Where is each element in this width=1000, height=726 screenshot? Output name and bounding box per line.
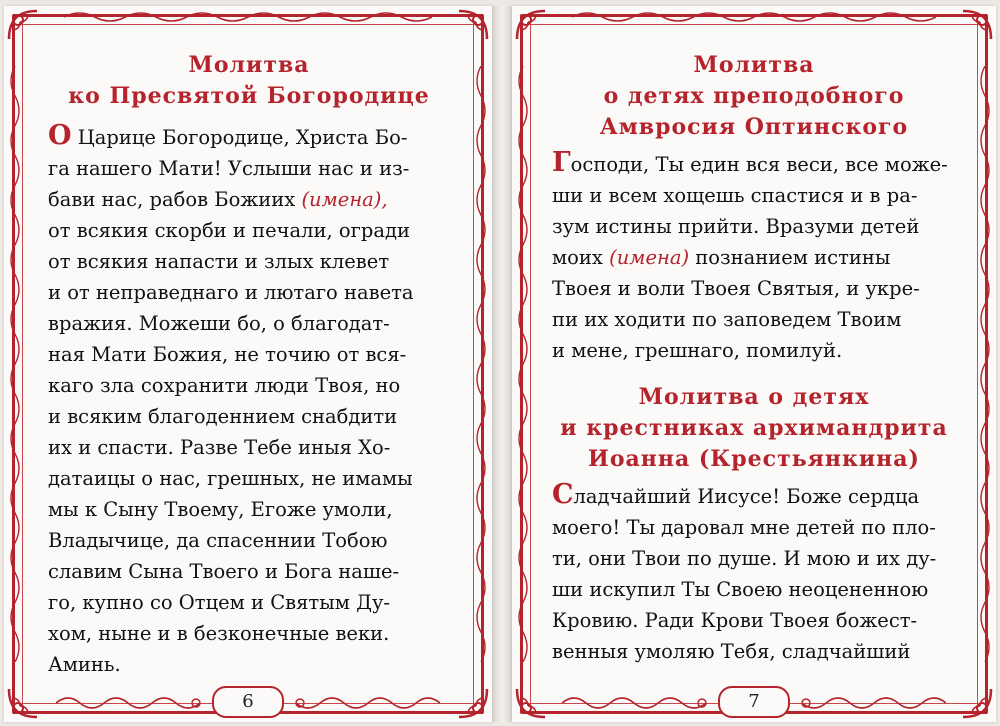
text-line: от всякия напасти и злых клевет (48, 250, 390, 273)
bottom-scroll-ornament-icon (562, 694, 712, 712)
text-line: и всяким благоденнием снабдити (48, 405, 398, 428)
text-span: осподи, Ты един вся веси, все може- (570, 153, 948, 176)
title-line: о детях преподобного (603, 83, 905, 109)
names-placeholder: (имена), (301, 188, 388, 211)
text-line: го, купно со Отцем и Святым Ду- (48, 591, 391, 614)
right-page-content (552, 50, 956, 667)
text-line: Твоея и воли Твоея Святыя, и укре- (552, 277, 920, 300)
text-span: бави нас, рабов Божиих (48, 188, 302, 211)
title-line: и крестниках архимандрита (560, 415, 948, 441)
prayer-title (48, 50, 450, 112)
text-line: каго зла сохранити люди Твоя, но (48, 374, 401, 397)
text-line: ти, они Твои по душе. И мою и их ду- (552, 547, 937, 570)
text-line (48, 184, 450, 215)
text-line: моего! Ты даровал мне детей по пло- (552, 516, 936, 539)
text-line: Владычице, да спасеннии Тобою (48, 529, 388, 552)
drop-cap: Г (552, 147, 571, 178)
text-line (552, 242, 956, 273)
text-line: и от неправеднаго и лютаго навета (48, 281, 414, 304)
corner-ornament-icon (456, 8, 490, 42)
top-scroll-ornament-icon (572, 10, 936, 24)
page-number: 6 (212, 686, 284, 718)
title-line: ко Пресвятой Богородице (68, 83, 430, 109)
corner-ornament-icon (960, 686, 994, 720)
drop-cap: С (552, 479, 574, 510)
title-line: Иоанна (Крестьянкина) (588, 446, 920, 472)
corner-ornament-icon (514, 8, 548, 42)
corner-ornament-icon (456, 686, 490, 720)
corner-ornament-icon (960, 8, 994, 42)
left-page-content (48, 50, 450, 680)
prayer-title (552, 50, 956, 143)
title-line: Амвросия Оптинского (599, 114, 909, 140)
text-line: Аминь. (48, 653, 121, 676)
text-line: ная Мати Божия, не точию от вся- (48, 343, 407, 366)
top-scroll-ornament-icon (64, 10, 432, 24)
text-span: моих (552, 246, 610, 269)
text-span: Царице Богородице, Христа Бо- (71, 126, 408, 149)
corner-ornament-icon (6, 686, 40, 720)
text-line: Кровию. Ради Крови Твоея божест- (552, 609, 918, 632)
side-scroll-ornament-icon (978, 66, 992, 662)
title-line: Молитва о детях (638, 384, 870, 410)
title-line: Молитва (693, 52, 815, 78)
side-scroll-ornament-icon (8, 66, 22, 662)
text-line: мы к Сыну Твоему, Егоже умоли, (48, 498, 393, 521)
bottom-scroll-ornament-icon (796, 694, 946, 712)
text-line: от всякия скорби и печали, огради (48, 219, 410, 242)
drop-cap: О (48, 120, 72, 151)
prayer-text (552, 147, 956, 366)
page-number: 7 (718, 686, 790, 718)
side-scroll-ornament-icon (474, 66, 488, 662)
text-line: ши искупил Ты Своею неоцененною (552, 578, 929, 601)
text-line: датаицы о нас, грешных, не имамы (48, 467, 413, 490)
book-gutter (492, 6, 512, 722)
text-line: славим Сына Твоего и Бога наше- (48, 560, 400, 583)
prayer-text (48, 120, 450, 680)
right-page (512, 6, 996, 722)
text-line: венныя умоляю Тебя, сладчайший (552, 640, 911, 663)
prayer-title (552, 382, 956, 475)
text-span: ладчайший Иисусе! Боже сердца (573, 485, 920, 508)
text-line: и мене, грешнаго, помилуй. (552, 339, 843, 362)
text-line: зум истины прийти. Вразуми детей (552, 215, 920, 238)
corner-ornament-icon (514, 686, 548, 720)
text-line (552, 147, 956, 180)
bottom-scroll-ornament-icon (56, 694, 206, 712)
text-line: их и спасти. Разве Тебе иныя Хо- (48, 436, 391, 459)
text-line (48, 120, 450, 153)
text-span: познанием истины (689, 246, 891, 269)
text-line: вражия. Можеши бо, о благодат- (48, 312, 390, 335)
names-placeholder: (имена) (609, 246, 690, 269)
left-page (4, 6, 492, 722)
side-scroll-ornament-icon (516, 66, 530, 662)
text-line: пи их ходити по заповедем Твоим (552, 308, 902, 331)
text-line: хом, ныне и в безконечные веки. (48, 622, 390, 645)
title-line: Молитва (188, 52, 310, 78)
text-line (552, 479, 956, 512)
corner-ornament-icon (6, 8, 40, 42)
text-line: га нашего Мати! Услыши нас и из- (48, 157, 410, 180)
bottom-scroll-ornament-icon (290, 694, 440, 712)
text-line: ши и всем хощешь спастися и в ра- (552, 184, 918, 207)
prayer-text (552, 479, 956, 667)
